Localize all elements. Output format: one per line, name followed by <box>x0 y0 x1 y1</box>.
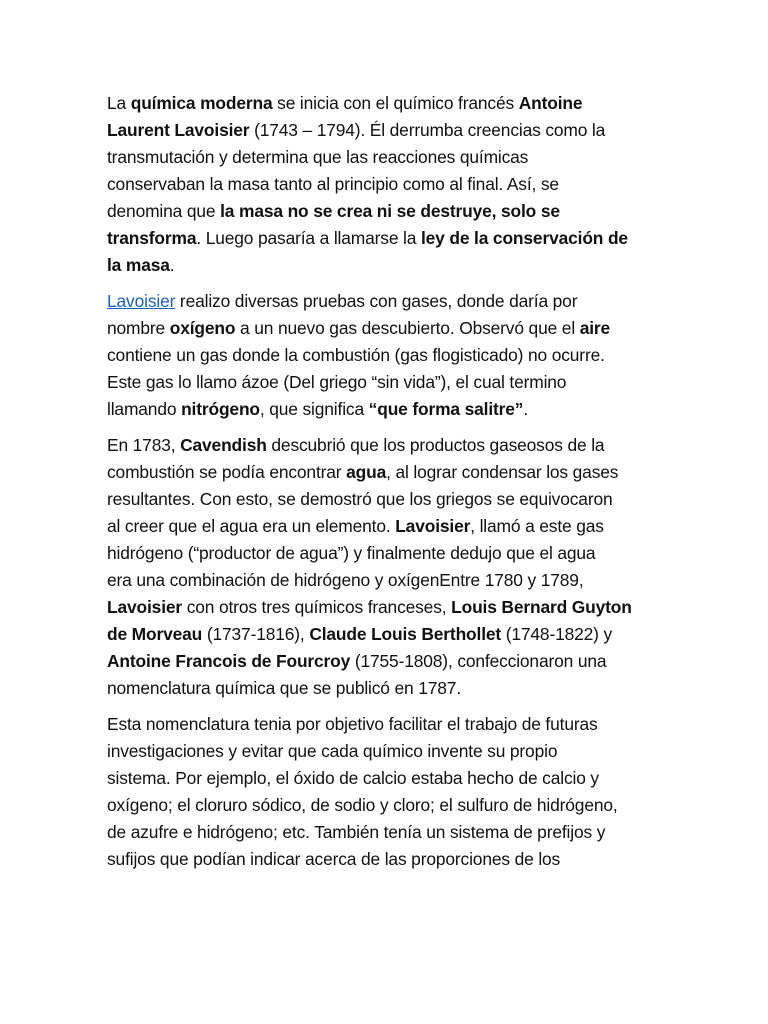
text-line <box>107 225 667 252</box>
text-line <box>107 369 667 396</box>
bold-text: Claude Louis Berthollet <box>309 624 502 644</box>
text-line <box>107 432 667 459</box>
text: Este gas lo llamo ázoe (Del griego “sin vida”), el cual termino <box>107 372 567 392</box>
text: (1755-1808), confeccionaron una <box>350 651 607 671</box>
paragraph <box>107 90 667 279</box>
text: se inicia con el químico francés <box>272 93 519 113</box>
text: contiene un gas donde la combustión (gas flogisticado) no ocurre. <box>107 345 605 365</box>
text-line <box>107 675 667 702</box>
text-line <box>107 315 667 342</box>
text: hidrógeno (“productor de agua”) y finalmente dedujo que el agua <box>107 543 596 563</box>
text: . Luego pasaría a llamarse la <box>196 228 421 248</box>
text-line <box>107 711 667 738</box>
text-line <box>107 594 667 621</box>
text-line <box>107 648 667 675</box>
bold-text: aire <box>579 318 611 338</box>
bold-text: Lavoisier <box>107 597 183 617</box>
bold-text: la masa no se crea ni se destruye, solo se <box>220 201 560 221</box>
text: En 1783, <box>107 435 181 455</box>
bold-text: agua <box>346 462 387 482</box>
text-line <box>107 792 667 819</box>
text-line <box>107 819 667 846</box>
text: investigaciones y evitar que cada químico invente su propio <box>107 741 558 761</box>
text-line <box>107 171 667 198</box>
lavoisier-link[interactable]: Lavoisier <box>107 291 176 311</box>
text-line <box>107 117 667 144</box>
text-line <box>107 198 667 225</box>
document-body <box>107 90 667 882</box>
text-line <box>107 342 667 369</box>
text-line <box>107 288 667 315</box>
text: oxígeno; el cloruro sódico, de sodio y cloro; el sulfuro de hidrógeno, <box>107 795 618 815</box>
bold-text: “que forma salitre” <box>368 399 524 419</box>
bold-text: Lavoisier <box>395 516 471 536</box>
text: transmutación y determina que las reacciones químicas <box>107 147 529 167</box>
bold-text: Antoine Francois de Fourcroy <box>107 651 351 671</box>
text: , que significa <box>259 399 369 419</box>
bold-text: transforma <box>107 228 197 248</box>
paragraph <box>107 432 667 702</box>
text: nomenclatura química que se publicó en 1787. <box>107 678 462 698</box>
text: . <box>169 255 175 275</box>
bold-text: nitrógeno <box>181 399 260 419</box>
bold-text: ley de la conservación de <box>420 228 628 248</box>
text: era una combinación de hidrógeno y oxígenEntre 1780 y 1789, <box>107 570 584 590</box>
bold-text: la masa <box>107 255 170 275</box>
text-line <box>107 486 667 513</box>
text: Esta nomenclatura tenia por objetivo facilitar el trabajo de futuras <box>107 714 598 734</box>
text: al creer que el agua era un elemento. <box>107 516 396 536</box>
text: denomina que <box>107 201 221 221</box>
text-line <box>107 90 667 117</box>
text: de azufre e hidrógeno; etc. También tenía un sistema de prefijos y <box>107 822 606 842</box>
text: combustión se podía encontrar <box>107 462 347 482</box>
text: con otros tres químicos franceses, <box>182 597 452 617</box>
text: La <box>107 93 131 113</box>
text: realizo diversas pruebas con gases, donde daría por <box>175 291 578 311</box>
text-line <box>107 459 667 486</box>
text-line <box>107 567 667 594</box>
text-line <box>107 513 667 540</box>
text-line <box>107 144 667 171</box>
bold-text: Antoine <box>518 93 583 113</box>
text: sufijos que podían indicar acerca de las proporciones de los <box>107 849 561 869</box>
text-line <box>107 252 667 279</box>
paragraph <box>107 711 667 873</box>
text-line <box>107 738 667 765</box>
bold-text: oxígeno <box>169 318 236 338</box>
text: (1737-1816), <box>202 624 310 644</box>
text: , al lograr condensar los gases <box>386 462 619 482</box>
text-line <box>107 621 667 648</box>
text: , llamó a este gas <box>470 516 604 536</box>
text: . <box>523 399 529 419</box>
text: descubrió que los productos gaseosos de la <box>266 435 605 455</box>
text-line <box>107 396 667 423</box>
text: conservaban la masa tanto al principio como al final. Así, se <box>107 174 559 194</box>
text: a un nuevo gas descubierto. Observó que el <box>235 318 580 338</box>
bold-text: Cavendish <box>180 435 267 455</box>
bold-text: de Morveau <box>107 624 203 644</box>
text: (1748-1822) y <box>501 624 613 644</box>
text-line <box>107 765 667 792</box>
text: nombre <box>107 318 170 338</box>
text: resultantes. Con esto, se demostró que los griegos se equivocaron <box>107 489 613 509</box>
paragraph <box>107 288 667 423</box>
text: (1743 – 1794). Él derrumba creencias como la <box>249 120 606 140</box>
text-line <box>107 540 667 567</box>
bold-text: Louis Bernard Guyton <box>451 597 632 617</box>
bold-text: química moderna <box>130 93 273 113</box>
text: llamando <box>107 399 182 419</box>
text: sistema. Por ejemplo, el óxido de calcio estaba hecho de calcio y <box>107 768 599 788</box>
bold-text: Laurent Lavoisier <box>107 120 250 140</box>
text-line <box>107 846 667 873</box>
